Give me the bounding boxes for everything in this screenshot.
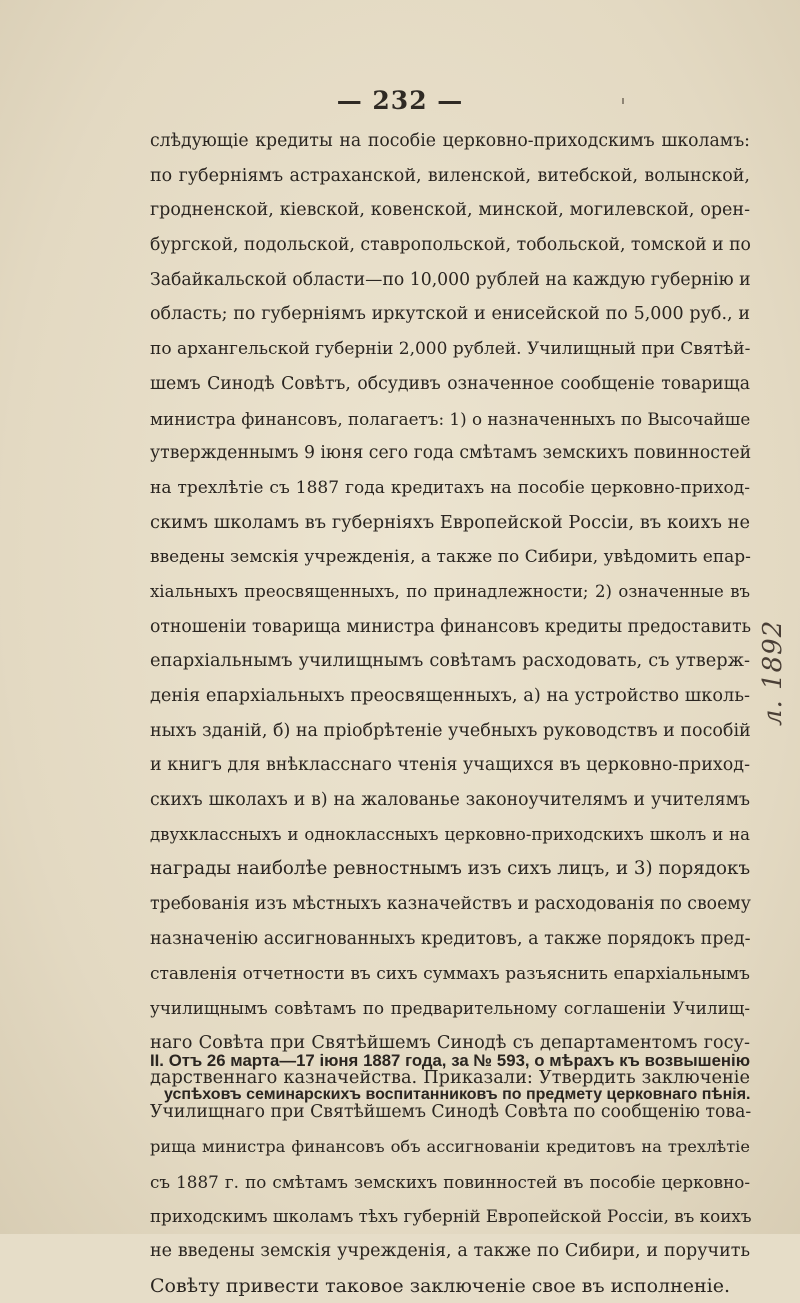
body-line: шемъ Синодѣ Совѣтъ, обсудивъ означенное сообщеніе товарища bbox=[150, 373, 750, 394]
body-line: съ 1887 г. по смѣтамъ земскихъ повинностей въ пособіе церковно- bbox=[150, 1171, 750, 1192]
section-heading bbox=[150, 1044, 750, 1112]
body-line: двухклассныхъ и одноклассныхъ церковно-приходскихъ школъ и на bbox=[150, 824, 750, 844]
section-heading-line-1: II. Отъ 26 марта—17 іюня 1887 года, за № 593, о мѣрахъ къ возвышенію bbox=[150, 1051, 750, 1070]
body-line: скихъ школахъ и в) на жалованье законоучителямъ и учителямъ bbox=[150, 790, 750, 811]
body-line: на трехлѣтіе съ 1887 года кредитахъ на пособіе церковно-приход- bbox=[150, 477, 750, 498]
body-line: гродненской, кіевской, ковенской, минской, могилевской, орен- bbox=[150, 200, 750, 221]
section-heading-line-2: успѣховъ семинарскихъ воспитанниковъ по предмету церковнаго пѣнія. bbox=[164, 1086, 751, 1103]
body-line: ставленія отчетности въ сихъ суммахъ разъяснить епархіальнымъ bbox=[150, 963, 750, 984]
body-line: хіальныхъ преосвященныхъ, по принадлежности; 2) означенные въ bbox=[150, 581, 750, 601]
body-line: министра финансовъ, полагаетъ: 1) о назначенныхъ по Высочайше bbox=[150, 408, 751, 429]
body-line: дарственнаго казначейства. Приказали: Утвердить заключеніе bbox=[150, 1067, 750, 1088]
body-paragraph bbox=[150, 124, 750, 1303]
body-line: наго Совѣта при Святѣйшемъ Синодѣ съ департаментомъ госу- bbox=[150, 1032, 750, 1053]
body-line: награды наиболѣе ревностнымъ изъ сихъ лицъ, и 3) порядокъ bbox=[150, 858, 751, 880]
body-line: по губерніямъ астраханской, виленской, витебской, волынской, bbox=[150, 165, 750, 186]
body-line: требованія изъ мѣстныхъ казначействъ и расходованія по своему bbox=[150, 894, 751, 915]
body-line: денія епархіальныхъ преосвященныхъ, а) на устройство школь- bbox=[150, 686, 750, 706]
body-line: Совѣту привести таковое заключеніе свое въ исполненіе. bbox=[150, 1274, 731, 1297]
body-line: приходскимъ школамъ тѣхъ губерній Европейской Россіи, въ коихъ bbox=[150, 1206, 752, 1227]
body-line: и книгъ для внѣкласснаго чтенія учащихся въ церковно-приход- bbox=[150, 755, 750, 776]
body-line: Училищнаго при Святѣйшемъ Синодѣ Совѣта по сообщенію това- bbox=[150, 1102, 752, 1123]
body-line: не введены земскія учрежденія, а также по Сибири, и поручить bbox=[150, 1241, 750, 1261]
body-line: епархіальнымъ училищнымъ совѣтамъ расходовать, съ утверж- bbox=[150, 651, 750, 672]
body-line: назначенію ассигнованныхъ кредитовъ, а также порядокъ пред- bbox=[150, 928, 751, 949]
body-line: Забайкальской области—по 10,000 рублей на каждую губернію и bbox=[150, 269, 751, 290]
margin-note-signature: л. 1892 bbox=[758, 619, 788, 726]
body-line: скимъ школамъ въ губерніяхъ Европейской Россіи, въ коихъ не bbox=[150, 512, 750, 533]
body-line: по архангельской губерніи 2,000 рублей. Училищный при Святѣй- bbox=[150, 339, 751, 360]
body-line: бургской, подольской, ставропольской, тобольской, томской и по bbox=[150, 235, 751, 256]
body-line: область; по губерніямъ иркутской и енисейской по 5,000 руб., и bbox=[150, 304, 750, 325]
body-line: отношеніи товарища министра финансовъ кредиты предоставить bbox=[150, 616, 752, 637]
body-line: слѣдующіе кредиты на пособіе церковно-приходскимъ школамъ: bbox=[150, 131, 750, 151]
page-number: — 232 — bbox=[336, 86, 464, 115]
body-line: ныхъ зданій, б) на пріобрѣтеніе учебныхъ руководствъ и пособій bbox=[150, 720, 751, 741]
body-line: введены земскія учрежденія, а также по Сибири, увѣдомить епар- bbox=[150, 547, 751, 568]
body-line: утвержденнымъ 9 іюня сего года смѣтамъ земскихъ повинностей bbox=[150, 443, 752, 464]
handwritten-margin-note bbox=[756, 578, 786, 738]
body-line: училищнымъ совѣтамъ по предварительному соглашеніи Училищ- bbox=[150, 998, 750, 1019]
body-line: рища министра финансовъ объ ассигнованіи кредитовъ на трехлѣтіе bbox=[150, 1136, 750, 1156]
